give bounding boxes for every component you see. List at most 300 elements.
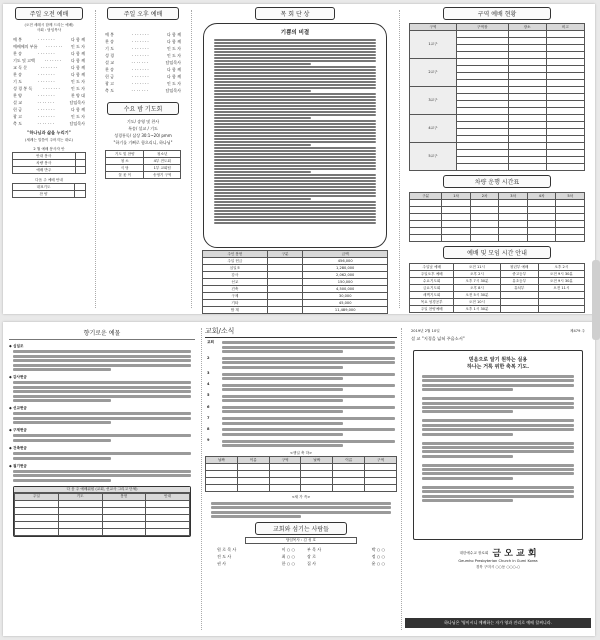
district-cell <box>456 157 508 164</box>
vehicle-row <box>410 221 585 228</box>
worship-row-label: 찬 송 <box>13 72 22 77</box>
worship-row-label: 기 도 <box>13 79 22 84</box>
offering-foot-cell <box>102 500 146 507</box>
news-item-number: 5 <box>207 393 210 398</box>
today-serve-row-key: 식 당 <box>106 165 144 172</box>
worship-message: "하나님과 삶을 누리기" <box>27 130 71 135</box>
birthday-cell <box>301 478 333 485</box>
district-cell <box>546 31 584 38</box>
meditation-box <box>203 23 387 248</box>
text-line <box>214 63 311 65</box>
vehicle-row <box>410 214 585 221</box>
birthday-row <box>206 478 397 485</box>
text-line <box>222 406 395 409</box>
news-item <box>207 416 395 426</box>
officer-entry <box>301 546 391 553</box>
text-line <box>222 384 395 387</box>
district-cell <box>508 52 546 59</box>
district-cell <box>546 66 584 73</box>
news-item-text <box>222 405 395 415</box>
district-cell <box>456 108 508 115</box>
text-line <box>214 54 376 56</box>
meeting-cell <box>538 292 584 299</box>
afternoon-row <box>99 87 187 94</box>
birthday-cell <box>333 478 365 485</box>
text-line <box>422 419 574 422</box>
finance-detail <box>267 293 303 300</box>
meeting-cell: 주일낮 예배 <box>410 264 454 271</box>
birthday-cell <box>206 485 238 492</box>
vehicle-header-cell: 2차 <box>470 193 499 200</box>
text-line <box>13 457 111 460</box>
birthday-cell <box>301 485 333 492</box>
sermon-line <box>405 335 591 342</box>
meeting-cell: 중고등부 <box>500 271 538 278</box>
districts-row <box>410 115 585 122</box>
offering-foot-row <box>15 507 190 514</box>
district-cell <box>508 115 546 122</box>
offering-foot-cell <box>102 528 146 535</box>
officer-entry <box>211 546 301 553</box>
worship-row-label: 기도 및 고백 <box>13 58 35 63</box>
afternoon-row-label: 찬 송 <box>105 39 114 44</box>
district-cell <box>508 101 546 108</box>
finance-amount: 1,280,000 <box>303 265 388 272</box>
text-line <box>214 102 376 104</box>
worship-row <box>7 57 91 64</box>
district-group: 3교구 <box>410 87 457 115</box>
offering-section-text <box>13 452 191 459</box>
text-line <box>13 474 191 477</box>
finance-row <box>203 279 388 286</box>
cover-volume: 제479 주 <box>570 329 585 333</box>
church-motto: 하나님은 '영이시니 예배하는 자가 영과 진리로 예배 할찌니라. <box>405 618 591 628</box>
vehicle-cell <box>527 221 556 228</box>
today-serve-table-body <box>105 150 181 179</box>
text-line <box>214 150 376 152</box>
text-line <box>422 464 574 467</box>
worship-row-label: 예배에의 부름 <box>13 44 38 49</box>
districts-header <box>410 24 585 31</box>
districts-row <box>410 59 585 66</box>
next-week-row-key: 찬 양 <box>13 191 75 198</box>
today-serve-row <box>106 151 181 158</box>
vehicle-cell <box>556 228 585 235</box>
vehicle-cell <box>556 235 585 242</box>
afternoon-row <box>99 31 187 38</box>
text-line <box>13 439 111 442</box>
text-line <box>214 159 376 161</box>
afternoon-row <box>99 66 187 73</box>
meeting-cell: 주일 찬양예배 <box>410 306 454 313</box>
text-line <box>222 373 395 376</box>
finance-detail <box>267 307 303 314</box>
text-line <box>422 472 574 475</box>
offering-foot-header-cell: 안내 <box>146 493 190 500</box>
cover-paragraph <box>422 486 574 502</box>
news-item <box>207 393 395 403</box>
text-line <box>214 48 376 50</box>
birthday-cell <box>365 478 397 485</box>
worship-row <box>7 99 91 106</box>
servers-row-value <box>75 160 85 167</box>
meeting-cell: 오전 10시 <box>454 299 500 306</box>
birthday-cell <box>237 478 269 485</box>
district-cell <box>508 157 546 164</box>
finance-detail <box>267 286 303 293</box>
finance-row <box>203 265 388 272</box>
officer-name: 한 ○ ○ <box>281 560 295 566</box>
district-cell <box>546 115 584 122</box>
text-line <box>13 434 191 437</box>
worship-row-leader: 인 도 자 <box>70 114 85 119</box>
birthday-title: <생일 축 하> <box>289 451 313 456</box>
finance-row <box>203 300 388 307</box>
news-item <box>207 371 395 381</box>
visitors-title: <새 가 족> <box>291 495 311 500</box>
news-item-number: 3 <box>207 371 210 376</box>
worship-row-dots: · · · · · · · <box>37 121 55 126</box>
vehicle-cell <box>410 214 442 221</box>
text-line <box>214 183 376 185</box>
text-line <box>422 477 513 480</box>
worship-row <box>7 78 91 85</box>
worship-row-label: 축 도 <box>13 121 22 126</box>
pastor-line: 담임목사 : 김 성 호 <box>245 537 357 544</box>
vehicle-title: 차량 운행 시간표 <box>443 175 551 188</box>
officer-name: 정 ○ ○ <box>371 553 385 559</box>
offering-foot-row <box>15 514 190 521</box>
district-cell <box>456 150 508 157</box>
finance-category: 감사 <box>203 272 268 279</box>
afternoon-row <box>99 52 187 59</box>
text-line <box>422 428 574 431</box>
birthday-cell <box>365 464 397 471</box>
offering-foot-header <box>15 493 190 500</box>
district-cell <box>546 143 584 150</box>
meditation-title: 목 회 단 상 <box>255 7 335 20</box>
meeting-cell: 오후 7시 30분 <box>454 278 500 285</box>
district-cell <box>546 122 584 129</box>
afternoon-row-dots: · · · · · · · <box>132 46 149 51</box>
worship-row-leader: 담임목사 <box>69 121 85 126</box>
offering-foot-table <box>14 493 190 536</box>
birthday-cell <box>269 464 301 471</box>
text-line <box>214 42 376 44</box>
viewer-scrollbar[interactable] <box>592 260 600 340</box>
text-line <box>214 114 376 116</box>
officer-name: 윤 ○ ○ <box>371 560 385 566</box>
text-line <box>214 57 376 59</box>
vehicle-cell <box>556 221 585 228</box>
text-line <box>214 72 376 74</box>
officer-entry <box>211 560 301 567</box>
district-cell <box>456 59 508 66</box>
text-line <box>222 433 343 436</box>
text-line <box>222 440 395 443</box>
district-cell <box>456 73 508 80</box>
birthday-cell <box>237 471 269 478</box>
finance-amount: 150,000 <box>303 279 388 286</box>
text-line <box>422 375 574 378</box>
vehicle-cell <box>470 200 499 207</box>
afternoon-row-leader: 담임목사 <box>165 88 181 93</box>
vehicle-cell <box>499 214 528 221</box>
vehicle-header-cell: 구분 <box>410 193 442 200</box>
church-english-name: Geumho Presbyterian Church in Gumi Korea <box>458 559 538 563</box>
text-line <box>422 406 574 409</box>
vehicle-header-cell: 3차 <box>499 193 528 200</box>
district-cell <box>546 150 584 157</box>
meeting-row <box>410 285 585 292</box>
birthday-cell <box>237 485 269 492</box>
morning-worship-column <box>7 4 91 314</box>
text-line <box>214 219 376 221</box>
finance-amount: 30,000 <box>303 293 388 300</box>
worship-row-label: 교 독 문 <box>13 65 28 70</box>
text-line <box>222 410 343 413</box>
text-line <box>422 388 513 391</box>
vehicle-cell <box>499 228 528 235</box>
finance-detail <box>267 300 303 307</box>
afternoon-row-label: 헌 금 <box>105 74 114 79</box>
text-line <box>422 450 574 453</box>
district-cell <box>508 108 546 115</box>
vehicle-cell <box>442 207 471 214</box>
text-line <box>214 84 376 86</box>
text-line <box>214 165 376 167</box>
finance-row <box>203 307 388 314</box>
text-line <box>214 81 376 83</box>
offering-foot-header-cell: 봉헌 <box>102 493 146 500</box>
vehicle-cell <box>410 221 442 228</box>
news-title: 교회/소식 <box>205 326 397 338</box>
finance-detail <box>267 272 303 279</box>
vehicle-row <box>410 207 585 214</box>
text-line <box>13 381 191 384</box>
next-week-table <box>12 178 86 198</box>
birthday-header-cell: 구역 <box>269 457 301 464</box>
text-line <box>13 417 191 420</box>
text-line <box>214 156 376 158</box>
districts-header-cell: 구역장 <box>456 24 508 31</box>
wednesday-line: 성경통독/ 삼상 30:1~20/ pmm <box>114 133 172 138</box>
text-line <box>222 361 395 364</box>
district-cell <box>456 129 508 136</box>
visitors-text <box>211 502 391 518</box>
worship-row-dots: · · · · · · · <box>43 86 60 91</box>
church-brand <box>405 546 591 559</box>
offering-foot-row <box>15 528 190 535</box>
vehicle-cell <box>470 221 499 228</box>
offering-foot-cell <box>146 507 190 514</box>
today-serve-row-value: 4부 전도회 <box>144 158 181 165</box>
next-week-row <box>13 191 86 198</box>
vehicle-cell <box>442 228 471 235</box>
afternoon-row <box>99 59 187 66</box>
district-cell <box>456 115 508 122</box>
text-line <box>222 341 395 344</box>
finance-header-cell: 구분 <box>267 251 303 258</box>
text-line <box>422 468 574 471</box>
text-line <box>214 204 376 206</box>
servers-table <box>12 147 86 174</box>
officer-entry <box>211 553 301 560</box>
district-cell <box>456 101 508 108</box>
text-line <box>214 126 376 128</box>
text-line <box>222 388 343 391</box>
district-cell <box>456 122 508 129</box>
offering-foot-cell <box>15 514 59 521</box>
cover-header <box>405 328 591 335</box>
worship-row <box>7 106 91 113</box>
text-line <box>214 111 376 113</box>
news-list <box>205 340 397 448</box>
meeting-cell: 청년부 예배 <box>500 264 538 271</box>
church-address: 경북 구미시 ○○동 ○○○-○ <box>475 565 521 569</box>
vehicle-header-cell: 4차 <box>527 193 556 200</box>
offering-column <box>9 322 195 636</box>
offering-title: 향기로운 예물 <box>9 328 195 340</box>
district-cell <box>456 94 508 101</box>
finance-detail <box>267 279 303 286</box>
text-line <box>13 355 191 358</box>
text-line <box>214 108 376 110</box>
vehicle-cell <box>470 207 499 214</box>
meeting-row <box>410 271 585 278</box>
text-line <box>422 446 574 449</box>
afternoon-row-label: 찬 송 <box>105 67 114 72</box>
text-line <box>211 502 391 505</box>
worship-row-leader: 다 함 께 <box>70 58 85 63</box>
officer-name: 박 ○ ○ <box>371 546 385 552</box>
district-cell <box>456 136 508 143</box>
next-week-row-value <box>74 184 85 191</box>
text-line <box>214 180 376 182</box>
text-line <box>214 117 311 119</box>
text-line <box>222 366 343 369</box>
worship-row-leader: 다 함 께 <box>70 72 85 77</box>
district-cell <box>546 164 584 171</box>
meeting-cell <box>500 306 538 313</box>
birthday-cell <box>269 485 301 492</box>
officer-role: 원 로 목 사 <box>217 546 237 552</box>
worship-row-dots: · · · · · · · <box>37 100 55 105</box>
finance-row <box>203 286 388 293</box>
offering-sections <box>9 344 195 482</box>
district-cell <box>456 87 508 94</box>
meeting-cell: 오후 8시 <box>454 285 500 292</box>
worship-row-dots: · · · · · · · <box>38 72 55 77</box>
meeting-cell: 수요기도회 <box>410 278 454 285</box>
text-line <box>214 99 376 101</box>
news-item-number: 6 <box>207 404 210 409</box>
district-cell <box>508 143 546 150</box>
afternoon-row-label: 설 교 <box>105 60 114 65</box>
worship-row-label: 찬 양 <box>13 93 22 98</box>
next-week-row-value <box>74 191 85 198</box>
district-cell <box>546 38 584 45</box>
worship-row <box>7 64 91 71</box>
district-cell <box>508 80 546 87</box>
vehicle-cell <box>499 221 528 228</box>
district-cell <box>508 59 546 66</box>
afternoon-row-dots: · · · · · · · <box>132 67 149 72</box>
offering-foot-cell <box>58 514 102 521</box>
district-cell <box>508 150 546 157</box>
meeting-cell: 목요 성경공부 <box>410 299 454 306</box>
text-line <box>214 129 376 131</box>
text-line <box>214 90 311 92</box>
text-line <box>13 395 191 398</box>
officer-role: 장 로 <box>307 553 316 559</box>
finance-category: 건축 <box>203 286 268 293</box>
offering-foot-cell <box>15 528 59 535</box>
finance-category: 주일 헌금 <box>203 258 268 265</box>
text-line <box>222 417 395 420</box>
today-serve-row <box>106 165 181 172</box>
district-cell <box>546 108 584 115</box>
schedule-column <box>403 4 591 314</box>
offering-section-text <box>13 470 191 482</box>
text-line <box>422 379 574 382</box>
worship-row <box>7 113 91 120</box>
news-item-text <box>222 356 395 371</box>
offering-section-title: ◆ 감사헌금 <box>9 374 27 379</box>
offering-foot-cell <box>146 521 190 528</box>
meeting-cell <box>500 292 538 299</box>
worship-row-label: 헌 금 <box>13 107 22 112</box>
morning-worship-subtitle: (오전 세레시 함께 드리는 예배) <box>24 23 74 27</box>
wednesday-program <box>99 118 187 146</box>
afternoon-row-dots: · · · · · · · <box>132 32 149 37</box>
text-line <box>214 222 376 224</box>
district-cell <box>546 129 584 136</box>
district-group: 1교구 <box>410 31 457 59</box>
finance-header <box>203 251 388 258</box>
vehicle-cell <box>470 228 499 235</box>
afternoon-row-dots: · · · · · · · <box>132 74 149 79</box>
news-item <box>207 340 395 355</box>
text-line <box>214 198 311 200</box>
text-line <box>422 410 513 413</box>
finance-row <box>203 272 388 279</box>
offering-foot-header-cell: 주일 <box>15 493 59 500</box>
worship-row-label: 성 경 봉 독 <box>13 86 33 91</box>
text-line <box>214 105 376 107</box>
officer-role: 전 도 사 <box>217 553 232 559</box>
text-line <box>214 162 376 164</box>
district-group: 5교구 <box>410 143 457 171</box>
meditation-column <box>195 4 395 314</box>
worship-row <box>7 85 91 92</box>
afternoon-row-leader: 다 함 께 <box>166 74 181 79</box>
worship-row-leader: 다 함 께 <box>70 37 85 42</box>
vehicle-cell <box>527 200 556 207</box>
text-line <box>13 390 191 393</box>
birthday-cell <box>365 485 397 492</box>
district-cell <box>546 87 584 94</box>
birthday-cell <box>206 471 238 478</box>
worship-row-leader: 다 함 께 <box>70 51 85 56</box>
offering-foot-cell <box>146 528 190 535</box>
cover-prayer-title: 믿음으로 알기 원하는 실용 <box>468 357 528 363</box>
worship-row-dots: · · · · · · · <box>38 114 55 119</box>
district-cell <box>508 164 546 171</box>
servers-title: 2 월 예배 봉사자 안 <box>33 147 65 151</box>
cover-paragraph <box>422 397 574 413</box>
meditation-heading: 기쁨의 비결 <box>280 30 310 36</box>
